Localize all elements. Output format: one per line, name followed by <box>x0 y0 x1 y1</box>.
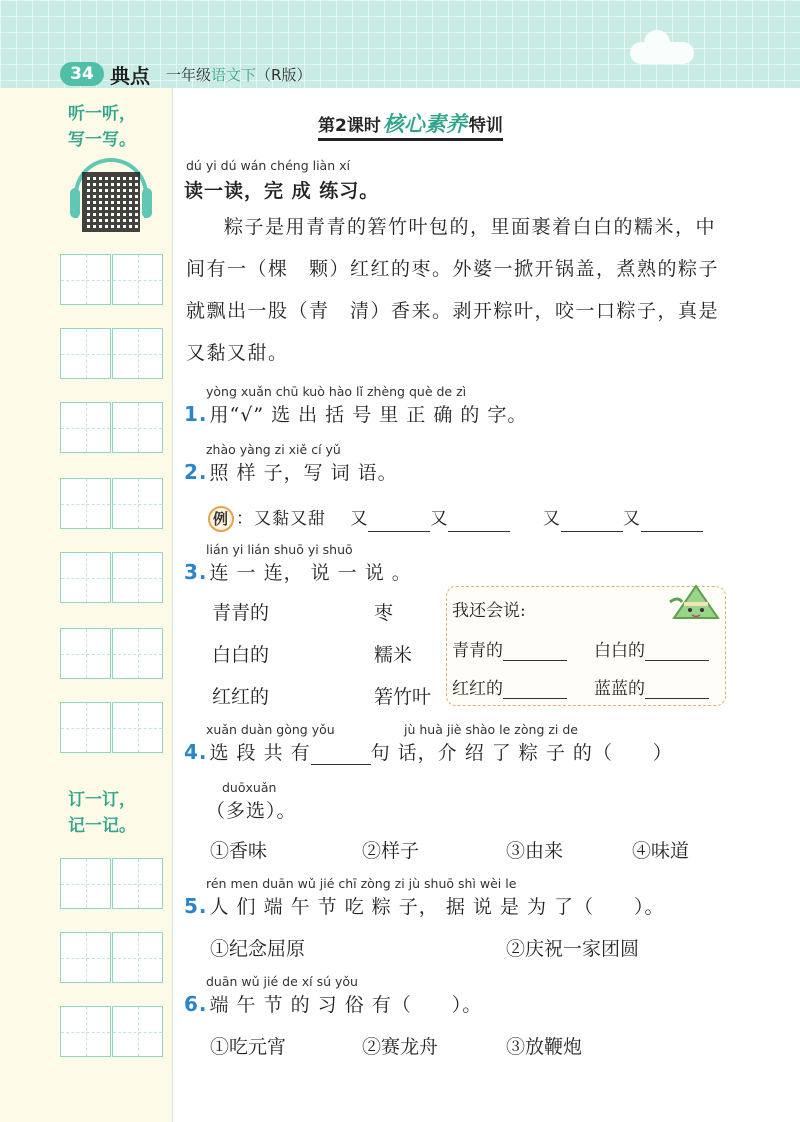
question-number: 4. <box>184 740 208 764</box>
notes-sidebar <box>0 88 173 1122</box>
q4-sub-pinyin: duōxuǎn <box>222 780 277 795</box>
q3-pinyin: lián yi lián shuō yi shuō <box>206 542 353 557</box>
answer-blank[interactable] <box>641 531 703 532</box>
lesson-title <box>318 108 503 141</box>
extension-row <box>594 636 709 661</box>
answer-blank[interactable] <box>561 531 623 532</box>
answer-option[interactable]: ②赛龙舟 <box>362 1036 439 1058</box>
intro-instruction: 读一读，完 成 练习。 <box>184 180 380 202</box>
example-badge: 例 <box>208 506 234 532</box>
lesson-title-accent: 核心素养 <box>382 112 467 136</box>
book-title <box>166 64 311 85</box>
zongzi-mascot-icon <box>668 582 724 624</box>
headphone-right-ear-icon <box>142 188 152 218</box>
question-text: 选 段 共 有 <box>209 742 311 764</box>
extension-row <box>594 674 709 699</box>
you-char: 又 <box>542 509 561 529</box>
you-char: 又 <box>622 509 641 529</box>
q4-sub-text: （多选）。 <box>206 800 297 822</box>
answer-option[interactable]: ④味道 <box>632 840 690 862</box>
question-text: 端 午 节 的 习 俗 有（ ）。 <box>209 994 483 1016</box>
brand-logo: 典点 <box>110 64 150 88</box>
reading-passage <box>186 206 726 374</box>
question-number: 3. <box>184 560 208 584</box>
page-number: 34 <box>60 62 104 86</box>
answer-option[interactable]: ②样子 <box>362 840 420 862</box>
answer-blank[interactable] <box>645 698 709 699</box>
answer-option[interactable]: ①纪念屈原 <box>210 938 306 960</box>
revise-heading-line1: 订一订， <box>68 790 136 810</box>
question-6 <box>184 990 482 1017</box>
q4-pinyin: jù huà jiè shào le zòng zi de <box>404 722 578 737</box>
extension-item: 白白的 <box>594 641 645 661</box>
q2-pinyin: zhào yàng zi xiě cí yǔ <box>206 442 341 457</box>
writing-grid[interactable] <box>60 702 164 754</box>
passage-line: 间有一（棵 颗）红红的枣。外婆一掀开锅盖，煮熟的粽子 <box>186 258 720 280</box>
writing-grid[interactable] <box>60 552 164 604</box>
match-right-item[interactable]: 枣 <box>374 602 394 624</box>
passage-line: 就飘出一股（青 清）香来。剥开粽叶，咬一口粽子，真是 <box>186 300 720 322</box>
answer-option[interactable]: ①香味 <box>210 840 268 862</box>
match-left-item[interactable]: 白白的 <box>212 644 270 666</box>
lesson-title-suffix: 特训 <box>468 116 503 136</box>
intro-pinyin: dú yi dú wán chéng liàn xí <box>186 158 350 173</box>
book-edition: （R版） <box>256 66 312 84</box>
q5-pinyin: rén men duān wǔ jié chī zòng zi jù shuō shì wèi le <box>206 876 517 891</box>
answer-option[interactable]: ①吃元宵 <box>210 1036 287 1058</box>
passage-line: 又黏又甜。 <box>186 342 289 364</box>
writing-grid[interactable] <box>60 932 164 984</box>
writing-grid[interactable] <box>60 254 164 306</box>
answer-blank[interactable] <box>503 698 567 699</box>
extension-item: 青青的 <box>452 641 503 661</box>
answer-option[interactable]: ②庆祝一家团圆 <box>506 938 640 960</box>
question-text: 照 样 子，写 词 语。 <box>209 462 398 484</box>
extension-row <box>452 636 567 661</box>
writing-grid[interactable] <box>60 402 164 454</box>
answer-blank[interactable] <box>311 764 371 765</box>
question-number: 6. <box>184 992 208 1016</box>
match-right-item[interactable]: 糯米 <box>374 644 413 666</box>
answer-blank[interactable] <box>503 660 567 661</box>
extension-item: 红红的 <box>452 679 503 699</box>
question-2 <box>184 458 398 485</box>
question-number: 5. <box>184 894 208 918</box>
q4-pinyin: xuǎn duàn gòng yǒu <box>206 722 335 737</box>
question-4 <box>184 738 673 765</box>
question-text: 人 们 端 午 节 吃 粽 子， 据 说 是 为 了（ ）。 <box>209 896 665 918</box>
page-header <box>0 0 800 88</box>
example-text: ：又黏又甜 <box>236 509 326 529</box>
you-char: 又 <box>350 509 369 529</box>
question-number: 1. <box>184 402 208 426</box>
q6-pinyin: duān wǔ jié de xí sú yǒu <box>206 974 358 989</box>
answer-blank[interactable] <box>448 531 510 532</box>
question-1 <box>184 400 527 427</box>
extension-item: 蓝蓝的 <box>594 679 645 699</box>
answer-option[interactable]: ③由来 <box>506 840 564 862</box>
qr-code-icon <box>84 174 138 230</box>
extension-row <box>452 674 567 699</box>
answer-blank[interactable] <box>645 660 709 661</box>
writing-grid[interactable] <box>60 858 164 910</box>
lesson-title-prefix: 第2课时 <box>318 116 381 136</box>
passage-line: 粽子是用青青的箬竹叶包的，里面裹着白白的糯米，中 <box>224 216 717 238</box>
book-grade: 一年级 <box>166 66 212 84</box>
listen-heading-line1: 听一听， <box>68 104 136 124</box>
answer-blank[interactable] <box>368 531 430 532</box>
q1-pinyin: yòng xuǎn chū kuò hào lǐ zhèng què de zì <box>206 384 467 399</box>
question-3 <box>184 558 412 585</box>
writing-grid[interactable] <box>60 628 164 680</box>
question-text: 用“√” 选 出 括 号 里 正 确 的 字。 <box>209 404 528 426</box>
match-right-item[interactable]: 箬竹叶 <box>374 686 432 708</box>
match-left-item[interactable]: 红红的 <box>212 686 270 708</box>
writing-grid[interactable] <box>60 328 164 380</box>
book-subject: 语文下 <box>211 66 257 84</box>
answer-option[interactable]: ③放鞭炮 <box>506 1036 583 1058</box>
question-number: 2. <box>184 460 208 484</box>
cloud-decoration <box>630 42 694 64</box>
q2-example-row <box>208 504 703 532</box>
you-char: 又 <box>430 509 449 529</box>
question-text: 句 话，介 绍 了 粽 子 的（ ） <box>370 742 673 764</box>
qr-code-headphones[interactable] <box>70 158 152 232</box>
writing-grid[interactable] <box>60 478 164 530</box>
question-5 <box>184 892 665 919</box>
extension-heading: 我还会说: <box>452 601 526 621</box>
match-left-item[interactable]: 青青的 <box>212 602 270 624</box>
listen-heading-line2: 写一写。 <box>68 130 136 150</box>
headphone-left-ear-icon <box>70 188 80 218</box>
revise-heading-line2: 记一记。 <box>68 816 136 836</box>
writing-grid[interactable] <box>60 1006 164 1058</box>
question-text: 连 一 连， 说 一 说 。 <box>209 562 412 584</box>
